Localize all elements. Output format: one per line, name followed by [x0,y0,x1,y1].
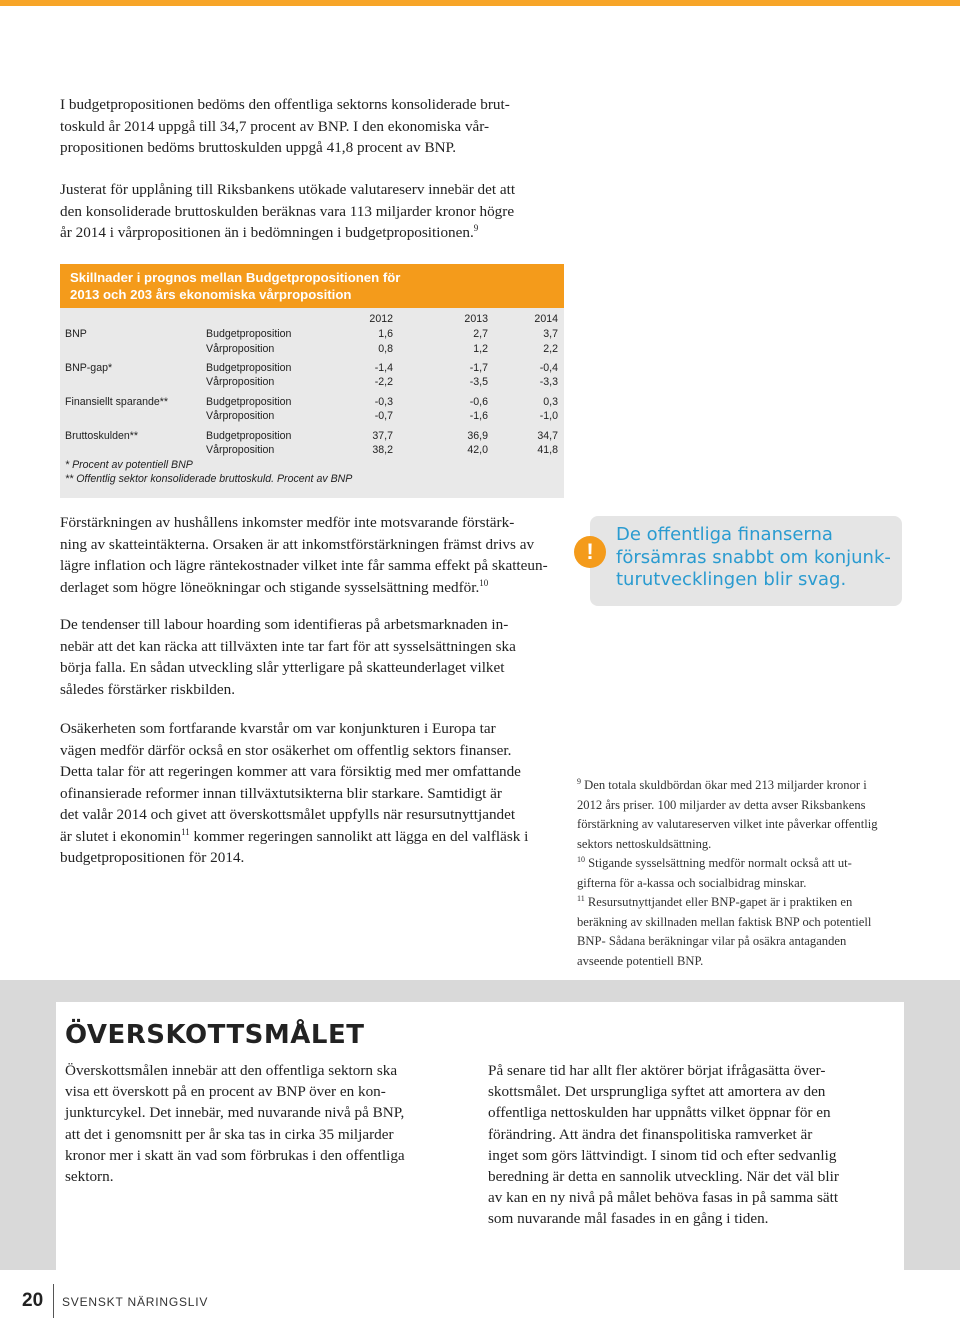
footnotes [577,776,907,971]
table-cell: -2,2 [374,376,393,388]
year-header: 2013 [464,313,488,325]
table-cell: 41,8 [537,444,558,456]
callout-box [586,516,902,606]
table-cell: 36,9 [467,430,488,442]
table-cell: -1,6 [469,410,488,422]
publication-name: SVENSKT NÄRINGSLIV [62,1295,209,1309]
footnote-11: $^{11}$ Resursutnyttjandet eller BNP-gapet är i praktiken en beräkning av skillnaden mellan faktisk BNP och potentiell BNP- Sådana beräkningar vilar på osäkra antaganden avseende potentiell BNP. [577,893,872,968]
page-number: 20 [22,1290,44,1311]
row-group-label: Finansiellt sparande** [65,396,169,408]
table-cell: 1,6 [378,328,393,340]
row-type: Budgetproposition [206,328,292,340]
row-type: Vårproposition [206,410,275,422]
table-cell: -3,3 [539,376,558,388]
table-note-2: ** Offentlig sektor konsoliderade bruttoskuld. Procent av BNP [65,473,353,485]
top-accent-bar [0,0,960,6]
intro-paragraph-2: Justerat för upplåning till Riksbankens utökade valutareserv innebär det att den konsoliderade bruttoskulden beräknas vara 113 miljarder kronor högre år 2014 i vårpropositionen än i bedömningen i budgetpropositionen.$^9$ [60,181,516,241]
footnote-ref-10: 10 [479,577,489,588]
body-paragraph-3: Förstärkningen av hushållens inkomster medför inte motsvarande förstärk- ning av skatteintäkterna. Orsaken är att inkomstförstärkningen främst drivs av lägre inflation och lägre räntekostnader vilket inte får samma effekt på skatteun- derlaget som högre löneökningar och stigande sysselsättning medför.$^{10}$ [60,514,548,596]
table-title-line-1: Skillnader i prognos mellan Budgetpropositionen för [70,270,401,285]
footnote-10: $^{10}$ Stigande sysselsättning medför normalt också att ut- gifterna för a-kassa och socialbidrag minskar. [577,854,852,890]
table-cell: 3,7 [543,328,558,340]
table-header [60,264,564,308]
footer-divider [53,1284,54,1318]
table-cell: -1,4 [374,362,393,374]
row-group-label: Bruttoskulden** [65,430,139,442]
table-cell: 34,7 [537,430,558,442]
table-cell: -0,3 [374,396,393,408]
table-cell: -1,7 [469,362,488,374]
forecast-table [60,264,564,498]
table-row [60,443,564,457]
row-type: Vårproposition [206,376,275,388]
table-row [60,375,564,389]
table-row [60,429,564,443]
table-title-line-2: 2013 och 203 års ekonomiska vårproposition [70,287,352,302]
intro-paragraph-1: I budgetpropositionen bedöms den offentliga sektorns konsoliderade brut- toskuld år 2014 uppgå till 34,7 procent av BNP. I den ekonomiska vår- propositionen bedöms bruttoskulden uppgå 41,8 procent av BNP. [60,96,510,156]
table-cell: 42,0 [467,444,488,456]
table-row [60,395,564,409]
table-cell: 2,7 [473,328,488,340]
table-row [60,342,564,356]
table-cell: -3,5 [469,376,488,388]
section-title: ÖVERSKOTTSMÅLET [65,1020,365,1050]
table-cell: -0,7 [374,410,393,422]
section-right-column: På senare tid har allt fler aktörer börjat ifrågasätta över- skottsmålet. Det ursprungliga syftet att amortera av den offentliga nettoskulden har uppnåtts vilket öppnar för en förändring. Att ändra det finanspolitiska ramverket är inget som görs lättvindigt. I sinom tid och efter sedvanlig beredning är detta en sannolik utveckling. När det väl blir av kan en ny nivå på målet behöva fasas in på samma sätt som nuvarande mål fasades in en gång i tiden. [488,1062,839,1228]
body-paragraph-5: Osäkerheten som fortfarande kvarstår om var konjunkturen i Europa tar vägen medför därför också en stor osäkerhet om offentlig sektors finanser. Detta talar för att regeringen kommer att vara försiktig med mer omfattande ofinansierade reformer innan tillväxtutsikterna blir starkare. Samtidigt är det valår 2014 och givet att överskottsmålet uppfylls när resursutnyttjandet är slutet i ekonomin$^{11}$ kommer regeringen sannolikt att lägga en del valfläsk i budgetpropositionen för 2014. [60,720,529,866]
row-type: Budgetproposition [206,396,292,408]
table-note-1: * Procent av potentiell BNP [65,459,193,471]
row-type: Budgetproposition [206,362,292,374]
table-cell: 0,3 [543,396,558,408]
row-group-label: BNP-gap* [65,362,113,374]
year-header: 2014 [534,313,558,325]
table-cell: -1,0 [539,410,558,422]
row-type: Vårproposition [206,343,275,355]
table-cell: 37,7 [372,430,393,442]
row-group-label: BNP [65,328,87,340]
row-type: Budgetproposition [206,430,292,442]
footnote-ref-11: 11 [181,826,190,837]
section-left-column: Överskottsmålen innebär att den offentliga sektorn ska visa ett överskott på en procent av BNP över en kon- junkturcykel. Det innebär, med nuvarande nivå på BNP, att det i genomsnitt per år ska tas in cirka 35 miljarder kronor mer i skatt än vad som förbrukas i den offentliga sektorn. [65,1062,405,1186]
table-cell: 0,8 [378,343,393,355]
table-year-header [60,312,564,326]
footnote-ref-9: 9 [473,222,479,233]
table-cell: -0,6 [469,396,488,408]
table-cell: 2,2 [543,343,558,355]
body-paragraph-4: De tendenser till labour hoarding som identifieras på arbetsmarknaden in- nebär att det kan räcka att tillväxten inte tar fart för att sysselsättningen ska börja falla. En sådan utveckling slår ytterligare på skatteunderlaget vilket således förstärker riskbilden. [60,616,516,698]
table-note [60,472,564,486]
table-cell: 1,2 [473,343,488,355]
table-row [60,361,564,375]
table-note [60,458,564,472]
row-type: Vårproposition [206,444,275,456]
table-cell: -0,4 [539,362,558,374]
table-row [60,327,564,341]
footnote-9: $^9$ Den totala skuldbördan ökar med 213 miljarder kronor i 2012 års priser. 100 miljarder av detta avser Riksbankens förstärkning av valutareserven vilket inte påverkar offentlig sektors nettoskuldsättning. [577,776,878,851]
table-cell: 38,2 [372,444,393,456]
table-row [60,409,564,423]
callout-text: De offentliga finanserna försämras snabbt om konjunk- turutvecklingen blir svag. [616,524,891,590]
year-header: 2012 [369,313,393,325]
exclamation-icon: ! [574,536,606,568]
